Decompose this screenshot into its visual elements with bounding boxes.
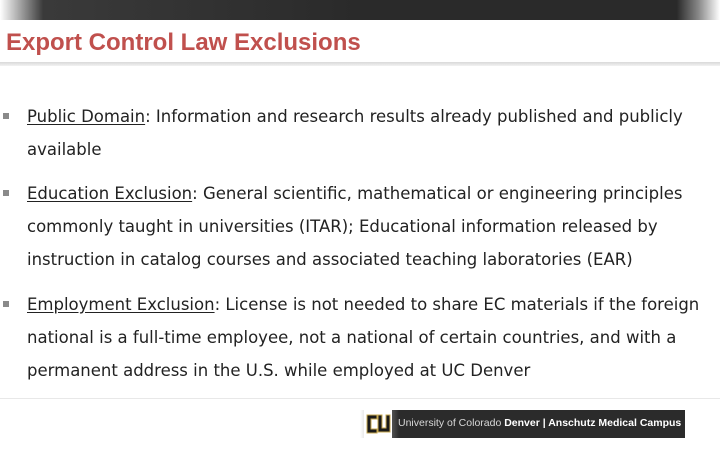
square-bullet-icon <box>3 301 9 307</box>
bullet-term: Public Domain <box>27 107 146 126</box>
square-bullet-icon <box>3 113 9 119</box>
bullet-description: : General scientific, mathematical or engineering principles commonly taught in universities (ITAR); Educational information released by instruction in catalog courses and associated teaching laboratories (EAR) <box>27 184 683 269</box>
slide-title: Export Control Law Exclusions <box>6 29 361 56</box>
bullet-text <box>27 100 707 166</box>
footer-org-prefix: University of Colorado <box>398 417 505 429</box>
bullet-description: : Information and research results already published and publicly available <box>27 107 683 159</box>
footer-institution <box>398 417 681 429</box>
square-bullet-icon <box>3 190 9 196</box>
footer-org-bold: Denver <box>504 417 540 429</box>
bullet-text <box>27 288 707 387</box>
footer-campus: Anschutz Medical Campus <box>548 417 682 429</box>
footer-separator: | <box>539 417 549 429</box>
cu-logo-icon <box>364 410 392 438</box>
bullet-term: Employment Exclusion <box>27 295 215 314</box>
top-banner <box>0 0 720 20</box>
bullet-text <box>27 177 707 276</box>
title-divider <box>0 62 720 66</box>
bullet-description: : License is not needed to share EC materials if the foreign national is a full-time employee, not a national of certain countries, and with a permanent address in the U.S. while employed at UC Denver <box>27 295 700 380</box>
footer-divider <box>0 398 720 399</box>
bullet-term: Education Exclusion <box>27 184 193 203</box>
